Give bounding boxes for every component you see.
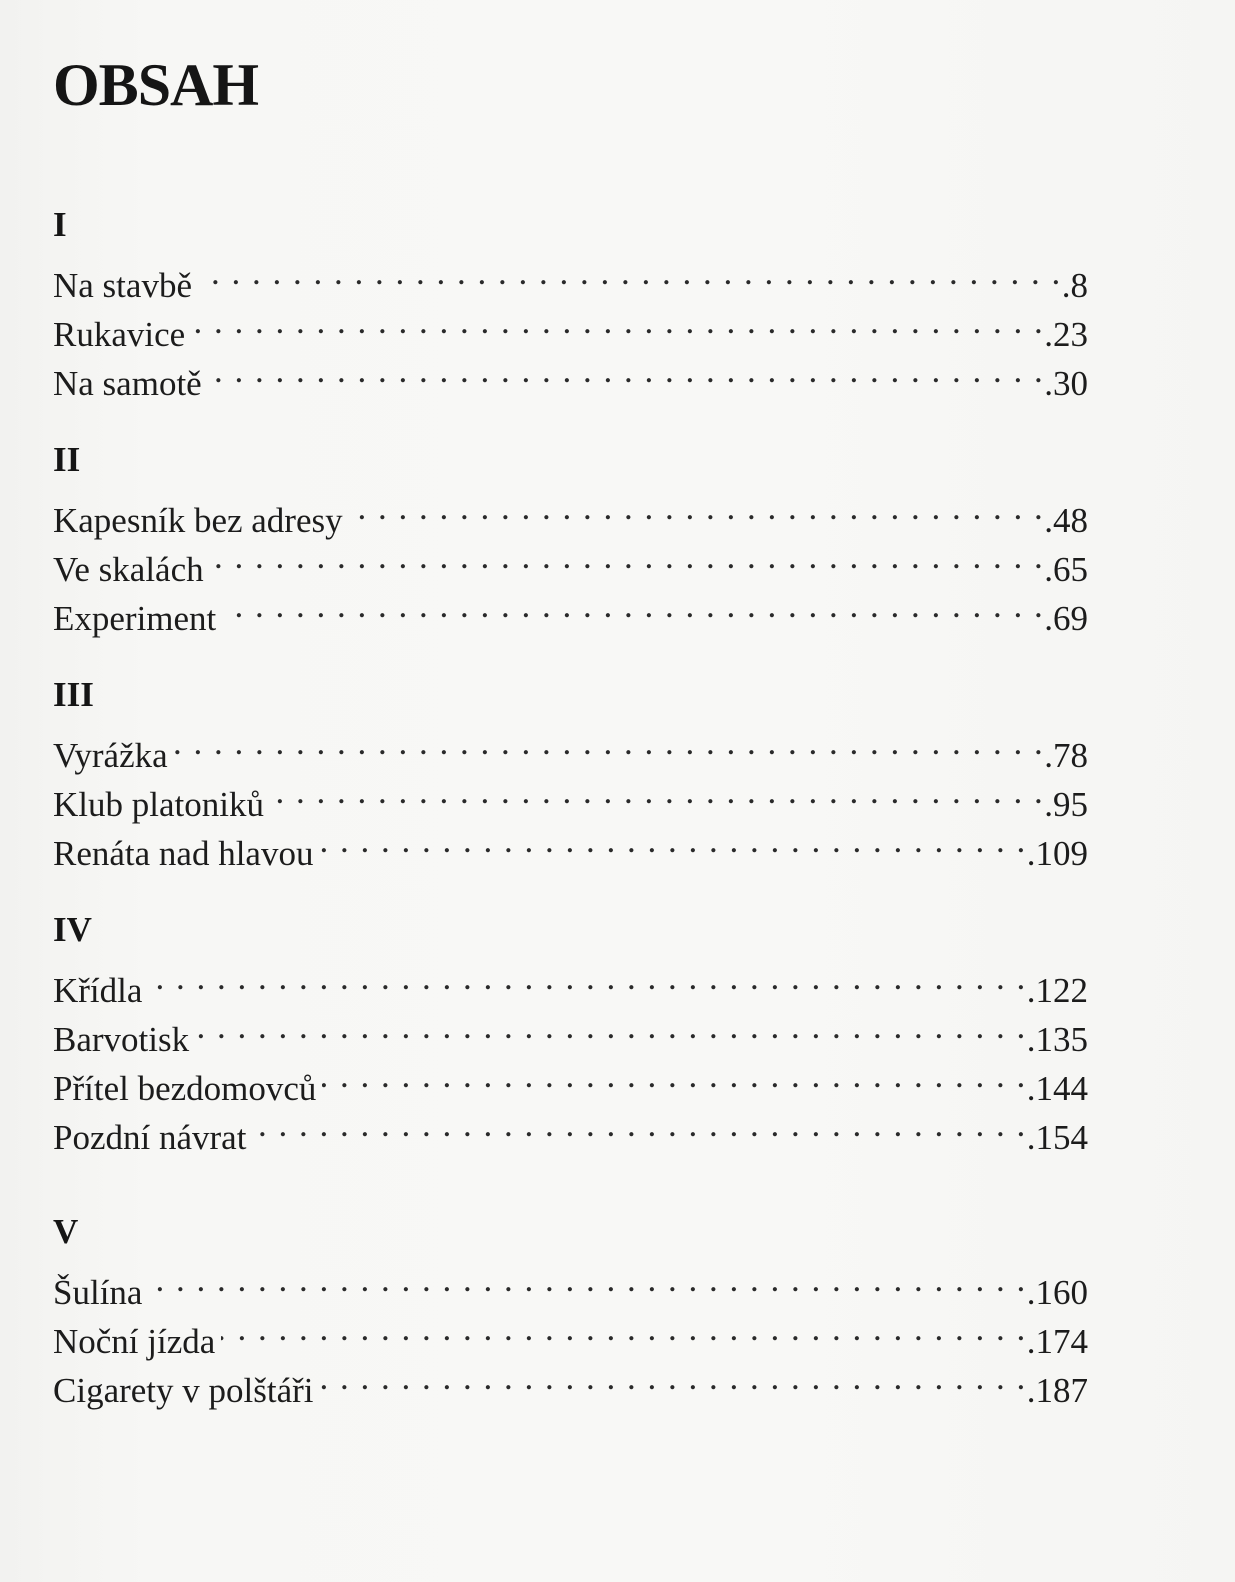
entry-page-number: .154 [1026, 1118, 1088, 1157]
toc-entry [53, 297, 1088, 354]
entry-title: Vyrážka [53, 736, 168, 775]
dot-leader [148, 953, 1026, 1002]
toc-section [53, 437, 1088, 638]
entry-page-number: .69 [1044, 599, 1088, 638]
section-numeral: IV [53, 910, 92, 949]
dot-leader [320, 1353, 1027, 1402]
entry-title: Na stavbě [53, 266, 192, 305]
entry-title: Kapesník bez adresy [53, 501, 343, 540]
dot-leader [210, 532, 1045, 581]
section-numeral: II [53, 440, 81, 479]
section-numeral: I [53, 205, 67, 244]
entry-title: Noční jízda [53, 1322, 216, 1361]
entry-page-number: .135 [1026, 1020, 1088, 1059]
toc-section [53, 907, 1088, 1157]
dot-leader [191, 297, 1044, 346]
entry-page-number: .160 [1026, 1273, 1088, 1312]
entry-title: Cigarety v polštáři [53, 1371, 314, 1410]
dot-leader [198, 248, 1062, 297]
dot-leader [322, 1051, 1026, 1100]
dot-leader [174, 718, 1045, 767]
entry-page-number: .48 [1044, 501, 1088, 540]
entry-title: Renáta nad hlavou [53, 834, 314, 873]
toc-entry [53, 1002, 1088, 1059]
toc-section [53, 672, 1088, 873]
entry-title: Rukavice [53, 315, 186, 354]
entry-title: Experiment [53, 599, 217, 638]
section-numeral: V [53, 1212, 79, 1251]
dot-leader [221, 1304, 1026, 1353]
dot-leader [319, 816, 1026, 865]
entry-title: Přítel bezdomovců [53, 1069, 317, 1108]
entry-page-number: .8 [1061, 266, 1088, 305]
entry-page-number: .174 [1026, 1322, 1088, 1361]
toc-entry [53, 483, 1088, 540]
toc-entry [53, 1304, 1088, 1361]
dot-leader [270, 767, 1044, 816]
dot-leader [195, 1002, 1027, 1051]
entry-page-number: .122 [1026, 971, 1088, 1010]
dot-leader [252, 1100, 1026, 1149]
entry-page-number: .65 [1044, 550, 1088, 589]
entry-title: Ve skalách [53, 550, 204, 589]
section-numeral: III [53, 675, 94, 714]
entry-page-number: .187 [1026, 1371, 1088, 1410]
entry-title: Pozdní návrat [53, 1118, 247, 1157]
toc-entry [53, 1051, 1088, 1108]
entry-page-number: .78 [1044, 736, 1088, 775]
toc-entry [53, 248, 1088, 305]
entry-page-number: .144 [1026, 1069, 1088, 1108]
toc-section [53, 202, 1088, 403]
dot-leader [208, 346, 1045, 395]
dot-leader [349, 483, 1045, 532]
toc-entry [53, 953, 1088, 1010]
entry-page-number: .109 [1026, 834, 1088, 873]
entry-title: Šulína [53, 1273, 143, 1312]
toc-entry [53, 346, 1088, 403]
table-of-contents [53, 202, 1088, 1410]
entry-page-number: .95 [1044, 785, 1088, 824]
entry-page-number: .23 [1044, 315, 1088, 354]
entry-page-number: .30 [1044, 364, 1088, 403]
entry-title: Klub platoniků [53, 785, 264, 824]
toc-entry [53, 1255, 1088, 1312]
dot-leader [148, 1255, 1026, 1304]
toc-section [53, 1209, 1088, 1410]
entry-title: Na samotě [53, 364, 202, 403]
entry-title: Křídla [53, 971, 143, 1010]
toc-entry [53, 718, 1088, 775]
entry-title: Barvotisk [53, 1020, 190, 1059]
dot-leader [222, 581, 1044, 630]
toc-entry [53, 767, 1088, 824]
page-title: OBSAH [53, 52, 259, 118]
